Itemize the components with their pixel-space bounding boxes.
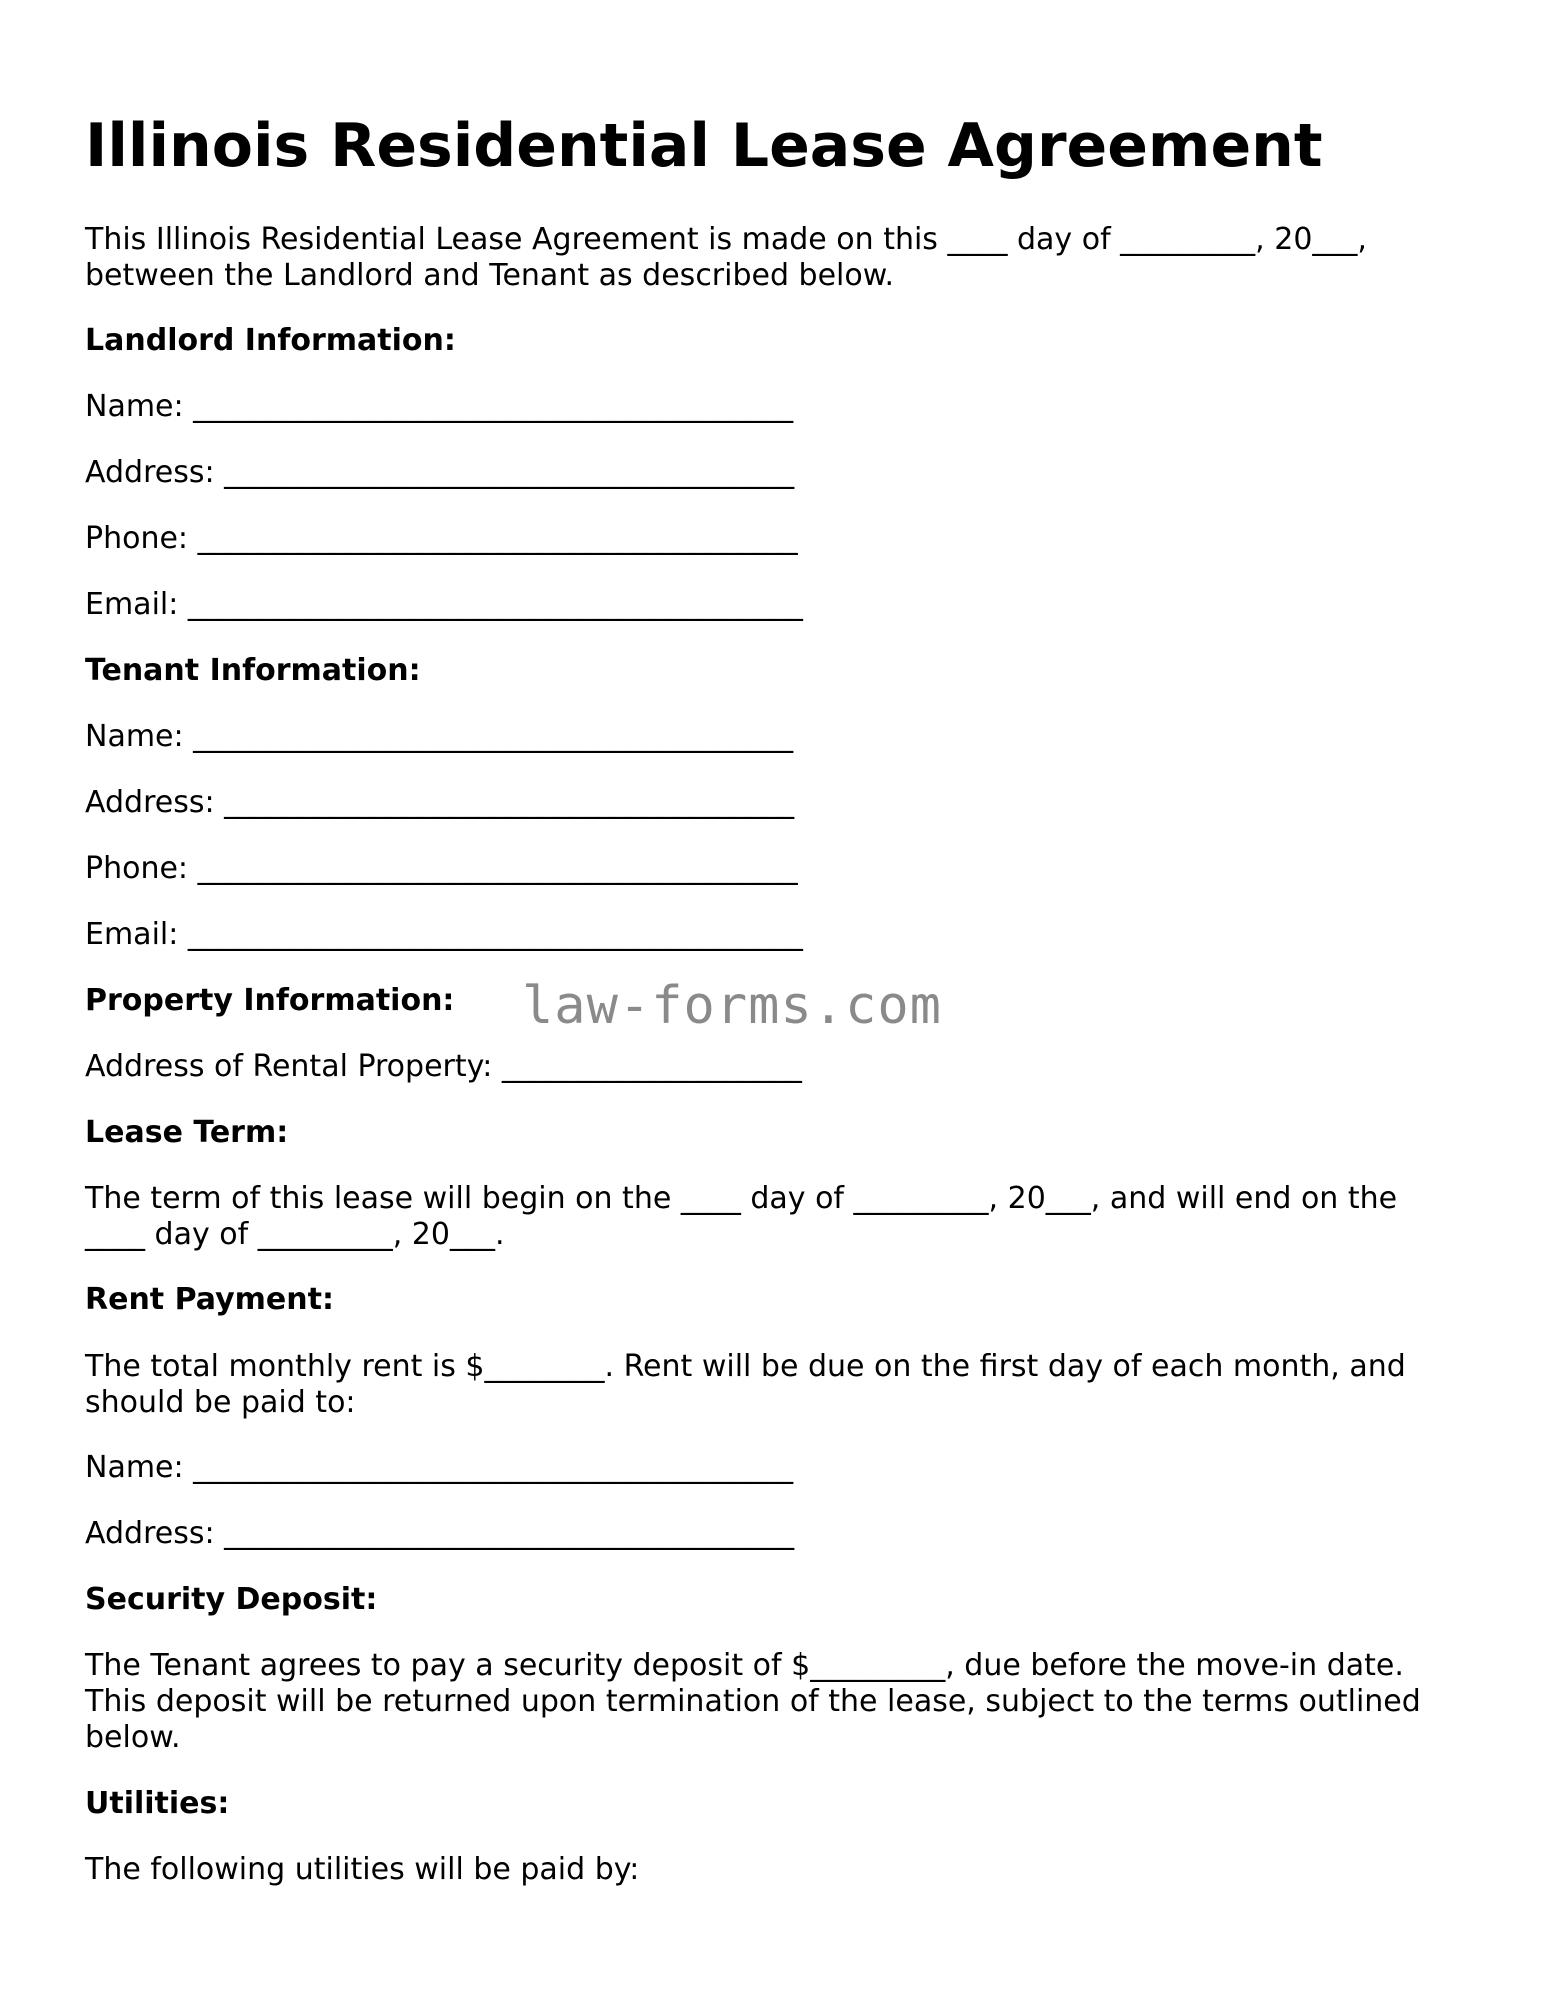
rent-heading: Rent Payment: <box>85 1282 334 1317</box>
property-heading: Property Information: <box>85 983 455 1018</box>
lease-term-heading: Lease Term: <box>85 1115 289 1150</box>
landlord-address-field: Address: ______________________________________ <box>85 455 795 490</box>
deposit-line-1: The Tenant agrees to pay a security deposit of $_________, due before the move-in date. <box>85 1648 1404 1683</box>
tenant-address-field: Address: ______________________________________ <box>85 785 795 820</box>
rent-payee-name-field: Name: ________________________________________ <box>85 1450 794 1485</box>
deposit-line-2: This deposit will be returned upon termination of the lease, subject to the terms outlined <box>85 1684 1421 1719</box>
landlord-name-field: Name: ________________________________________ <box>85 389 794 424</box>
intro-line-1: This Illinois Residential Lease Agreement is made on this ____ day of _________, 20___, <box>85 222 1367 257</box>
tenant-email-field: Email: _________________________________________ <box>85 917 803 952</box>
utilities-line-1: The following utilities will be paid by: <box>85 1852 640 1887</box>
lease-term-line-2: ____ day of _________, 20___. <box>85 1217 505 1252</box>
landlord-phone-field: Phone: ________________________________________ <box>85 521 798 556</box>
tenant-name-field: Name: ________________________________________ <box>85 719 794 754</box>
rent-line-2: should be paid to: <box>85 1385 356 1420</box>
rent-line-1: The total monthly rent is $________. Rent will be due on the first day of each month, and <box>85 1349 1406 1384</box>
deposit-heading: Security Deposit: <box>85 1582 378 1617</box>
landlord-heading: Landlord Information: <box>85 323 456 358</box>
property-address-field: Address of Rental Property: ____________________ <box>85 1049 802 1084</box>
document-title: Illinois Residential Lease Agreement <box>85 111 1323 181</box>
intro-line-2: between the Landlord and Tenant as described below. <box>85 258 895 293</box>
rent-payee-address-field: Address: ______________________________________ <box>85 1516 795 1551</box>
tenant-phone-field: Phone: ________________________________________ <box>85 851 798 886</box>
utilities-heading: Utilities: <box>85 1786 230 1821</box>
deposit-line-3: below. <box>85 1720 181 1755</box>
lease-term-line-1: The term of this lease will begin on the ____ day of _________, 20___, and will end on the <box>85 1181 1398 1216</box>
tenant-heading: Tenant Information: <box>85 653 421 688</box>
landlord-email-field: Email: _________________________________________ <box>85 587 803 622</box>
watermark-logo: law-forms.com <box>522 976 942 1036</box>
